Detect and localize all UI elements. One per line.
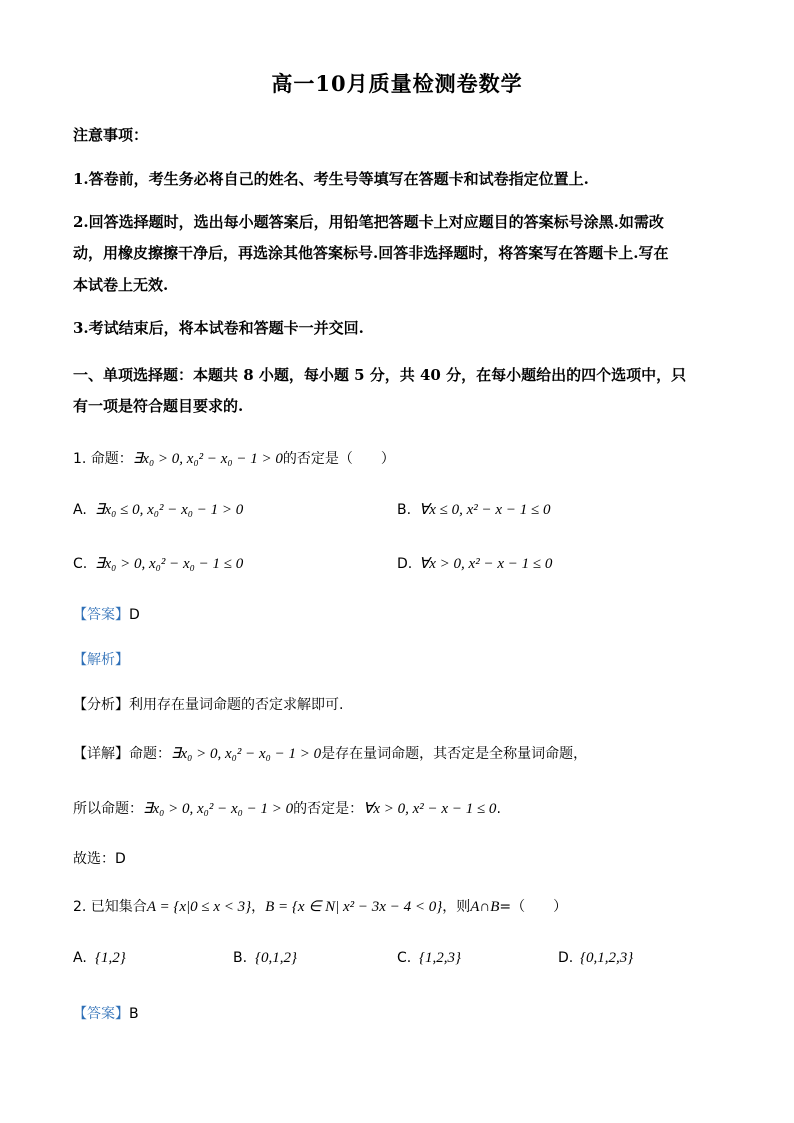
q2-answer — [73, 1003, 139, 1023]
q1-conclusion — [73, 798, 501, 818]
notice-item-2-line-1: 2.回答选择题时，选出每小题答案后，用铅笔把答题卡上对应题目的答案标号涂黑.如需改 — [73, 213, 664, 231]
conclusion-end: . — [496, 801, 501, 817]
conclusion-formula-1: ∃x₀ > 0, x₀² − x₀ − 1 > 0 — [143, 801, 294, 817]
notice-heading: 注意事项： — [73, 126, 149, 144]
question-1-formula: ∃x₀ > 0, x₀² − x₀ − 1 > 0 — [132, 451, 283, 467]
set-b-formula: B = {x ∈ N| x² − 3x − 4 < 0} — [265, 899, 443, 915]
section-heading-line-1: 一、单项选择题：本题共 8 小题，每小题 5 分，共 40 分，在每小题给出的四个选项中，只 — [73, 366, 687, 384]
option-formula: {1,2,3} — [419, 950, 461, 966]
option-formula: ∀x ≤ 0, x² − x − 1 ≤ 0 — [419, 502, 551, 518]
notice-item-2-line-2: 动，用橡皮擦擦干净后，再选涂其他答案标号.回答非选择题时，将答案写在答题卡上.写在 — [73, 244, 669, 262]
notice-item-2-line-3: 本试卷上无效. — [73, 276, 169, 294]
q1-option-a — [73, 500, 243, 519]
option-letter: B. — [233, 950, 248, 966]
question-2-stem — [73, 896, 567, 916]
option-letter: A. — [73, 502, 87, 518]
q2-option-d — [558, 950, 633, 967]
question-1-prefix: 1. 命题： — [73, 451, 133, 467]
option-letter: D. — [558, 950, 574, 966]
question-1-suffix: 的否定是（ ） — [282, 451, 395, 467]
option-letter: B. — [397, 502, 412, 518]
q1-answer — [73, 604, 140, 624]
option-formula: {0,1,2} — [255, 950, 297, 966]
question-2-suffix: =（ ） — [499, 899, 568, 915]
q1-fenxi — [73, 694, 343, 714]
conclusion-prefix: 所以命题： — [73, 801, 143, 817]
question-2-comma: ， — [251, 899, 266, 915]
xiangjie-formula: ∃x₀ > 0, x₀² − x₀ − 1 > 0 — [171, 746, 322, 762]
q2-option-a — [73, 950, 126, 967]
option-letter: C. — [397, 950, 412, 966]
option-letter: A. — [73, 950, 87, 966]
set-a-formula: A = {x|0 ≤ x < 3} — [146, 899, 252, 915]
q1-xiangjie — [73, 743, 587, 763]
question-2-prefix: 2. 已知集合 — [73, 899, 147, 915]
option-formula: ∃x₀ > 0, x₀² − x₀ − 1 ≤ 0 — [95, 556, 244, 572]
answer-value: B — [129, 1006, 139, 1022]
notice-item-1: 1.答卷前，考生务必将自己的姓名、考生号等填写在答题卡和试卷指定位置上. — [73, 170, 589, 188]
option-formula: ∃x₀ ≤ 0, x₀² − x₀ − 1 > 0 — [95, 502, 244, 518]
notice-item-3: 3.考试结束后，将本试卷和答题卡一并交回. — [73, 319, 364, 337]
conclusion-mid: 的否定是： — [293, 801, 364, 817]
option-formula: ∀x > 0, x² − x − 1 ≤ 0 — [419, 556, 553, 572]
option-formula: {0,1,2,3} — [580, 950, 634, 966]
page-title: 高一10月质量检测卷数学 — [271, 71, 523, 96]
option-formula: {1,2} — [95, 950, 126, 966]
question-1-stem — [73, 448, 395, 468]
conclusion-formula-2: ∀x > 0, x² − x − 1 ≤ 0 — [363, 801, 497, 817]
q1-option-c — [73, 554, 243, 573]
q1-analysis-heading — [73, 649, 129, 669]
fenxi-tag: 【分析】 — [73, 697, 129, 713]
q1-choice: 故选：D — [73, 851, 126, 867]
q2-option-c — [397, 950, 461, 967]
intersection-formula: A∩B — [470, 899, 500, 915]
section-heading-line-2: 有一项是符合题目要求的. — [73, 397, 244, 415]
xiangjie-prefix: 命题： — [129, 746, 171, 762]
q1-option-d — [397, 554, 552, 573]
q1-option-b — [397, 500, 550, 519]
option-letter: D. — [397, 556, 413, 572]
question-2-mid: ，则 — [442, 899, 471, 915]
xiangjie-suffix: 是存在量词命题，其否定是全称量词命题， — [321, 746, 588, 762]
answer-value: D — [129, 607, 140, 623]
answer-tag: 【答案】 — [73, 607, 129, 623]
fenxi-text: 利用存在量词命题的否定求解即可. — [129, 697, 344, 713]
option-letter: C. — [73, 556, 88, 572]
q2-option-b — [233, 950, 297, 967]
answer-tag: 【答案】 — [73, 1006, 129, 1022]
xiangjie-tag: 【详解】 — [73, 746, 129, 762]
analysis-tag: 【解析】 — [73, 652, 129, 668]
